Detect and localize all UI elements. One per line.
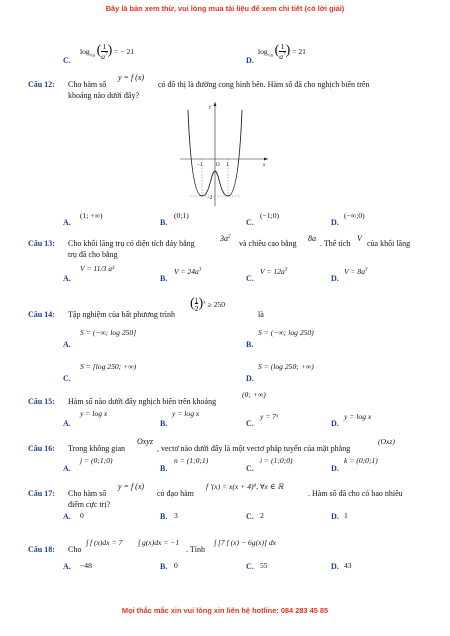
q13-option-c-text: $V = 12a^3$ [260, 267, 288, 276]
q12-option-a-label: A. [63, 218, 71, 227]
q15-option-a-text: y = log x [80, 409, 108, 418]
q17-option-c-label: C. [246, 512, 254, 521]
q11-option-c-label: C. [63, 56, 71, 65]
q13-text-e: trụ đã cho bằng [68, 250, 118, 259]
q13-label: Câu 13: [28, 239, 55, 248]
q14-option-a-label: A. [63, 340, 71, 349]
q17-option-a-text: 0 [80, 511, 84, 520]
q17-option-d-text: 1 [344, 511, 348, 520]
q16-option-d-text: k = (0;0;1) [344, 456, 378, 465]
q16-option-c-label: C. [246, 464, 254, 473]
q18-option-b-label: B. [160, 562, 168, 571]
q17-text-c: . Hàm số đã cho có bao nhiêu [308, 489, 403, 498]
q16-text-b: , vectơ nào dưới đây là một vectơ pháp tuyến của mặt phẳng [157, 444, 351, 453]
q11-option-d-expr: $\log_{√a} (\frac{1}{a^7}) = 21$ [258, 42, 306, 62]
q14-option-a-text: S = (−∞; log 250] [80, 328, 137, 337]
q16-label: Câu 16: [28, 444, 55, 453]
q17-option-b-text: 3 [174, 511, 178, 520]
q13-option-d-label: D. [331, 274, 339, 283]
q15-option-a-label: A. [63, 419, 71, 428]
q17-func: y = f (x) [118, 482, 145, 491]
q18-option-c-label: C. [246, 562, 254, 571]
q17-option-a-label: A. [63, 512, 71, 521]
q18-integral-2: ∫ g(x)dx = −1 [138, 538, 180, 547]
q11-option-c-expr: $\log_{√a} (\frac{1}{a^7})$ = − 21 [80, 42, 135, 62]
q16-option-b-label: B. [160, 464, 168, 473]
q12-option-b-text: (0;1) [174, 211, 189, 220]
q12-func: y = f (x) [118, 73, 145, 82]
q11-option-d-label: D. [246, 56, 254, 65]
q13-text-b: và chiều cao bằng [239, 239, 297, 248]
q13-volume-symbol: V [357, 234, 362, 243]
q13-area: $3a^2$ [220, 234, 231, 243]
q18-integral-1: ∫ f (x)dx = 7 [86, 538, 123, 547]
q12-option-b-label: B. [160, 218, 168, 227]
q14-inequality: (1 2)$^x$ ≥ 250 [190, 296, 226, 314]
q14-label: Câu 14: [28, 310, 55, 319]
q15-option-d-text: y = log x [344, 412, 372, 421]
q16-option-a-text: j = (0;1;0) [80, 456, 113, 465]
q15-option-b-text: y = log x [172, 409, 200, 418]
footer-banner: Mọi thắc mắc xin vui lòng xin liên hệ hotline: 084 283 45 85 [121, 606, 329, 615]
q18-option-a-label: A. [63, 562, 71, 571]
q13-option-c-label: C. [246, 274, 254, 283]
y-axis-label: y [209, 105, 212, 110]
q18-label: Câu 18: [28, 545, 55, 554]
q13-height: 8a [308, 234, 316, 243]
q15-label: Câu 15: [28, 397, 55, 406]
q14-option-c-text: S = [log 250; +∞) [80, 362, 137, 371]
q15-option-b-label: B. [160, 419, 168, 428]
q13-option-d-text: $V = 8a^3$ [344, 267, 368, 276]
q12-option-d-text: (−∞;0) [344, 211, 365, 220]
q14-option-b-label: B. [246, 340, 254, 349]
origin-label: O [216, 163, 220, 168]
q14-option-b-text: S = (−∞; log 250) [258, 328, 314, 337]
x-axis-label: x [263, 163, 266, 168]
q12-option-a-text: (1; +∞) [80, 211, 103, 220]
q16-space: Oxyz [137, 437, 153, 446]
q12-label: Câu 12: [28, 80, 55, 89]
q15-text: Hàm số nào dưới đây nghịch biến trên khoảng [68, 397, 217, 406]
q13-text-c: . Thể tích [320, 239, 351, 248]
q14-option-c-label: C. [63, 374, 71, 383]
q18-integral-3: ∫ [7 f (x) − 6g(x)] dx [214, 538, 277, 547]
tick-neg2-label: −2 [207, 196, 213, 201]
q18-text-a: Cho [68, 545, 82, 554]
tick-pos1-label: 1 [226, 163, 229, 168]
q13-option-b-label: B. [160, 274, 168, 283]
q13-option-a-label: A. [63, 274, 71, 283]
q18-option-d-text: 43 [344, 561, 352, 570]
q12-option-c-text: (−1;0) [260, 211, 280, 220]
q16-option-a-label: A. [63, 464, 71, 473]
q12-text-c: khoảng nào dưới đây? [68, 91, 139, 100]
q13-text-d: của khối lăng [367, 239, 411, 248]
q17-label: Câu 17: [28, 489, 55, 498]
y-axis-arrow [214, 102, 217, 106]
q12-option-c-label: C. [246, 218, 254, 227]
q12-text-b: có đồ thị là đường cong hình bên. Hàm số đã cho nghịch biến trên [158, 80, 370, 89]
q12-text-a: Cho hàm số [68, 80, 107, 89]
q14-option-d-label: D. [246, 374, 254, 383]
q17-text-d: điểm cực trị? [68, 500, 111, 509]
q16-plane: (Oxz) [378, 437, 395, 446]
q16-option-b-text: n = (1;0;1) [174, 456, 209, 465]
q18-option-b-text: 0 [174, 561, 178, 570]
q13-text-a: Cho khối lăng trụ có diện tích đáy bằng [68, 239, 195, 248]
q18-option-c-text: 55 [260, 561, 268, 570]
q15-interval: (0; +∞) [242, 390, 266, 399]
q18-option-d-label: D. [331, 562, 339, 571]
q18-option-a-text: −48 [80, 561, 92, 570]
q12-option-d-label: D. [331, 218, 339, 227]
q16-option-c-text: i = (1;0;0) [260, 456, 293, 465]
q17-derivative: f ′(x) = x(x + 4)⁹, ∀x ∈ ℝ [206, 482, 284, 491]
q15-option-d-label: D. [331, 419, 339, 428]
q15-option-c-text: y = 7ˣ [260, 412, 279, 421]
q14-text-a: Tập nghiệm của bất phương trình [68, 310, 175, 319]
tick-neg1-label: −1 [197, 163, 203, 168]
header-banner: Đây là bản xem thử, vui lòng mua tài liệu để xem chi tiết (có lời giải) [105, 4, 345, 13]
q15-option-c-label: C. [246, 419, 254, 428]
q14-option-d-text: S = (log 250; +∞) [258, 362, 314, 371]
q16-text-a: Trong không gian [68, 444, 126, 453]
q18-text-b: . Tính [186, 545, 205, 554]
q17-option-d-label: D. [331, 512, 339, 521]
q14-text-b: là [258, 310, 264, 319]
q17-text-a: Cho hàm số [68, 489, 107, 498]
q16-option-d-label: D. [331, 464, 339, 473]
x-axis-arrow [264, 158, 268, 161]
q17-text-b: có đạo hàm [157, 489, 194, 498]
q12-graph [180, 100, 270, 208]
q13-option-a-text: V = 11/3 a³ [80, 264, 115, 273]
q17-option-c-text: 2 [260, 511, 264, 520]
q13-option-b-text: $V = 24a^3$ [174, 267, 202, 276]
q17-option-b-label: B. [160, 512, 168, 521]
